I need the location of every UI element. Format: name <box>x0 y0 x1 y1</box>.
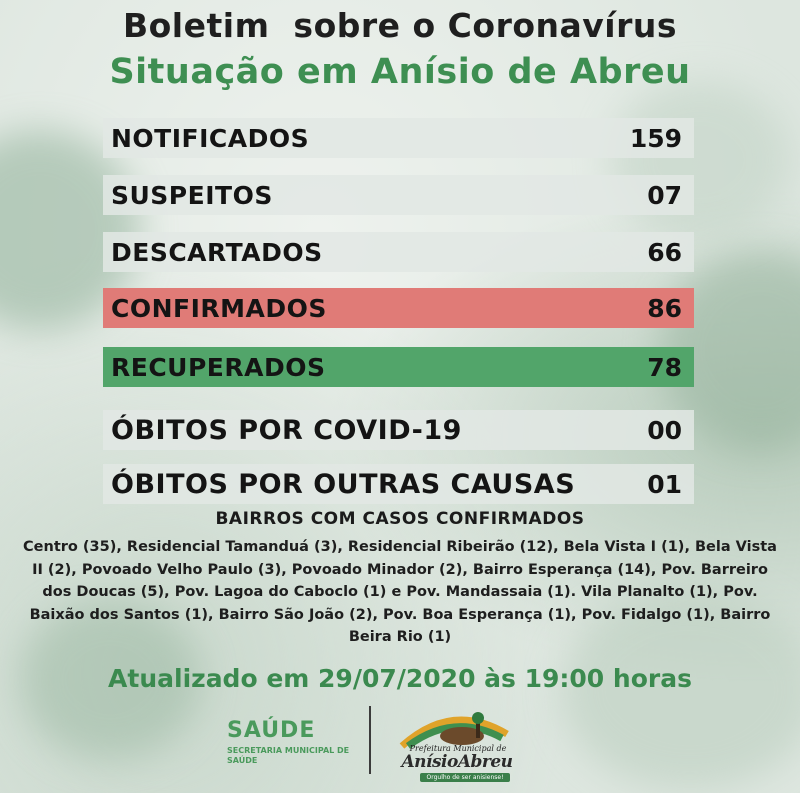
prefeitura-label: Prefeitura Municipal de <box>409 744 507 753</box>
stat-label: DESCARTADOS <box>111 237 323 267</box>
stat-label: ÓBITOS POR COVID-19 <box>111 414 462 446</box>
stat-row-notificados <box>103 118 694 158</box>
stat-value: 66 <box>647 237 682 267</box>
stat-row-suspeitos <box>103 175 694 215</box>
prefeitura-logo <box>392 706 522 786</box>
stat-value: 01 <box>647 469 682 499</box>
stat-label: SUSPEITOS <box>111 180 273 210</box>
stat-row-recuperados <box>103 347 694 387</box>
stat-label: CONFIRMADOS <box>111 293 327 323</box>
stat-row-obitos-outras <box>103 464 694 504</box>
municipality-name: AnísioAbreu <box>401 752 513 772</box>
stat-value: 159 <box>629 123 682 153</box>
neighborhoods-heading: BAIRROS COM CASOS CONFIRMADOS <box>215 509 585 529</box>
saude-logo-subtitle: SECRETARIA MUNICIPAL DE SAÚDE <box>227 746 350 765</box>
municipality-slogan: Orgulho de ser anisiense! <box>420 773 510 782</box>
stat-label: NOTIFICADOS <box>111 123 310 153</box>
stat-row-descartados <box>103 232 694 272</box>
saude-logo-text: SAÚDE <box>227 718 316 743</box>
neighborhoods-list: Centro (35), Residencial Tamanduá (3), Residencial Ribeirão (12), Bela Vista I (1), Bela Vista II (2), Povoado Velho Paulo (3), Povoado Minador (2), Bairro Esperança (14), Pov. Barreiro dos Doucas (5), Pov. Lagoa do Caboclo (1) e Pov. Mandassaia (1). Vila Planalto (1), Pov. Baixão dos Santos (1), Bairro São João (2), Pov. Boa Esperança (1), Pov. Fidalgo (1), Bairro Beira Rio (1) <box>23 539 777 645</box>
stat-label: ÓBITOS POR OUTRAS CAUSAS <box>111 468 576 500</box>
bulletin-subtitle: Situação em Anísio de Abreu <box>109 52 691 92</box>
updated-timestamp: Atualizado em 29/07/2020 às 19:00 horas <box>108 664 692 693</box>
stat-value: 00 <box>647 415 682 445</box>
bulletin-title: Boletim sobre o Coronavírus <box>122 6 678 45</box>
stat-row-confirmados <box>103 288 694 328</box>
footer-divider <box>369 706 371 774</box>
background-blob <box>610 80 790 240</box>
stat-value: 07 <box>647 180 682 210</box>
stat-value: 86 <box>647 293 682 323</box>
stat-label: RECUPERADOS <box>111 352 326 382</box>
stat-value: 78 <box>647 352 682 382</box>
stat-row-obitos-covid <box>103 410 694 450</box>
